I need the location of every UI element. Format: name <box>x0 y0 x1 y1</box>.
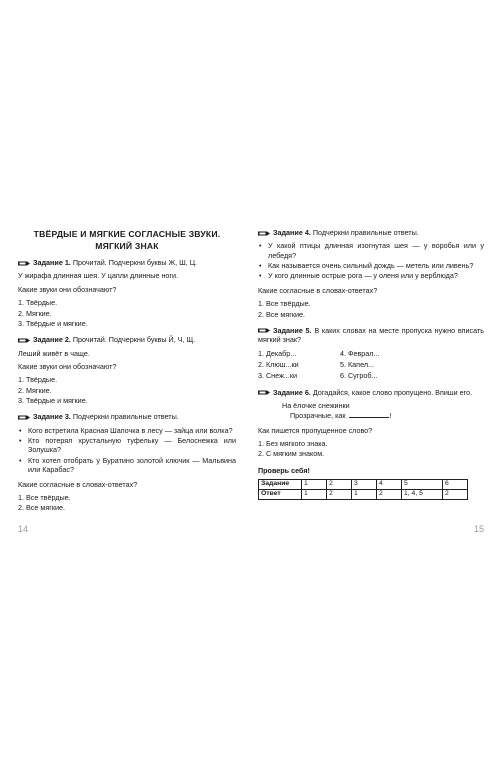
option: 3. Снеж...ки <box>258 371 298 381</box>
poem-line-2 <box>282 411 484 420</box>
poem-line-1: На ёлочке снежинки <box>282 401 350 411</box>
task-4-label: Задание 4. <box>273 228 311 237</box>
option: 3. Твёрдые и мягкие. <box>18 396 88 406</box>
task-1-options <box>18 298 236 328</box>
option: 1. Твёрдые. <box>18 298 58 308</box>
table-cell: 1, 4, 5 <box>402 490 443 500</box>
task-1-sentence: У жирафа длинная шея. У цапли длинные ноги. <box>18 271 179 281</box>
list-item: • Как называется очень сильный дождь — метель или ливень? <box>258 261 484 270</box>
task-5-options <box>258 349 418 381</box>
pencil-icon <box>18 261 30 266</box>
right-page <box>258 228 484 500</box>
option: 2. Все мягкие. <box>258 309 305 319</box>
answer-table <box>258 479 468 500</box>
task-3-question: Какие согласные в словах-ответах? <box>18 479 138 489</box>
poem-line-2-text: Прозрачные, как <box>290 411 346 421</box>
task-6-options <box>258 439 484 459</box>
option: 6. Сугроб... <box>340 371 378 381</box>
table-cell: 2 <box>327 490 352 500</box>
pencil-icon <box>258 390 270 395</box>
task-6-text: Догадайся, какое слово пропущено. Впиши его. <box>312 387 473 397</box>
table-row <box>259 480 468 490</box>
task-3-text: Подчеркни правильные ответы. <box>72 412 179 422</box>
option: 2. Все мягкие. <box>18 503 65 513</box>
table-cell: 4 <box>377 480 402 490</box>
option: 1. Твёрдые. <box>18 375 58 385</box>
task-2-options <box>18 375 236 405</box>
section-title-line-2: МЯГКИЙ ЗНАК <box>95 241 159 252</box>
task-1-heading <box>18 258 236 267</box>
pencil-icon <box>18 415 30 420</box>
table-cell: 3 <box>352 480 377 490</box>
option: 2. Мягкие. <box>18 385 52 395</box>
table-cell: 2 <box>443 490 468 500</box>
section-title-line-1: ТВЁРДЫЕ И МЯГКИЕ СОГЛАСНЫЕ ЗВУКИ. <box>33 229 221 239</box>
task-1-label: Задание 1. <box>33 258 71 268</box>
self-check-title: Проверь себя! <box>258 465 310 475</box>
table-cell: 2 <box>327 480 352 490</box>
option: 1. Все твёрдые. <box>258 299 311 309</box>
option: 2. Мягкие. <box>18 308 52 318</box>
list-item: • Кого встретила Красная Шапочка в лесу — зайца или волка? <box>18 426 236 435</box>
table-cell: 2 <box>377 490 402 500</box>
task-4-question: Какие согласные в словах-ответах? <box>258 285 378 295</box>
option: 2. Клюш...ки <box>258 359 299 369</box>
task-3-questions <box>18 426 236 475</box>
task-5-text: В каких словах на месте пропуска нужно вписать мягкий знак? <box>258 325 485 345</box>
poem-end-mark: ! <box>389 411 392 421</box>
task-1-question: Какие звуки они обозначают? <box>18 284 117 294</box>
task-2-heading <box>18 335 236 344</box>
table-cell: 1 <box>352 490 377 500</box>
list-item: • Кто хотел отобрать у Буратино золотой ключик — Мальвина или Карабас? <box>18 456 236 475</box>
pencil-icon <box>258 328 270 333</box>
option: 1. Все твёрдые. <box>18 492 71 502</box>
table-cell: 6 <box>443 480 468 490</box>
table-cell: 1 <box>302 490 327 500</box>
list-item: • У кого длинные острые рога — у оленя или у верблюда? <box>258 271 484 280</box>
table-row <box>259 490 468 500</box>
table-cell: Задание <box>259 480 302 490</box>
task-6-label: Задание 6. <box>273 387 311 397</box>
task-6-heading <box>258 388 484 397</box>
list-item: • Кто потерял хрустальную туфельку — Белоснежка или Золушка? <box>18 436 236 455</box>
option: 2. С мягким знаком. <box>258 449 325 459</box>
task-2-sentence: Леший живёт в чаще. <box>18 348 90 358</box>
section-title <box>18 228 236 252</box>
option: 5. Капел... <box>340 359 375 369</box>
option: 3. Твёрдые и мягкие. <box>18 318 88 328</box>
task-4-heading <box>258 228 484 237</box>
option: 4. Феврал... <box>340 348 380 358</box>
task-3-heading <box>18 412 236 421</box>
pencil-icon <box>258 231 270 236</box>
task-1-text: Прочитай. Подчеркни буквы Ж, Ш, Ц. <box>72 258 198 268</box>
page-number-left: 14 <box>18 524 29 534</box>
task-2-text: Прочитай. Подчеркни буквы Й, Ч, Щ. <box>72 335 196 345</box>
task-2-question: Какие звуки они обозначают? <box>18 361 117 371</box>
left-page <box>18 228 236 520</box>
table-cell: Ответ <box>259 490 302 500</box>
task-4-questions <box>258 241 484 280</box>
task-3-label: Задание 3. <box>33 412 71 422</box>
option: 1. Декабр... <box>258 348 297 358</box>
task-2-label: Задание 2. <box>33 335 71 345</box>
answer-blank[interactable] <box>349 417 389 418</box>
task-4-options <box>258 299 484 319</box>
task-4-text: Подчеркни правильные ответы. <box>312 228 419 237</box>
page-number-right: 15 <box>473 524 484 534</box>
pencil-icon <box>18 338 30 343</box>
task-5-heading <box>258 326 484 345</box>
table-cell: 1 <box>302 480 327 490</box>
poem <box>282 401 484 421</box>
table-cell: 5 <box>402 480 443 490</box>
option: 1. Без мягкого знака. <box>258 439 328 449</box>
task-3-options <box>18 493 236 513</box>
list-item: • У какой птицы длинная изогнутая шея — у воробья или у лебедя? <box>258 241 484 260</box>
task-5-label: Задание 5. <box>273 325 312 335</box>
task-6-question: Как пишется пропущенное слово? <box>258 425 373 435</box>
